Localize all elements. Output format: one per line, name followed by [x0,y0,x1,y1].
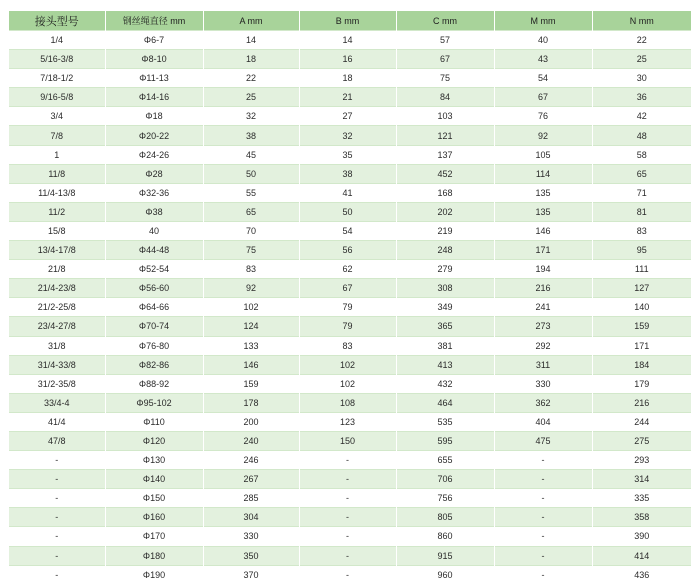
table-row [9,374,691,393]
cell-a: 22 [203,69,299,88]
cell-b: 83 [299,336,396,355]
cell-m: - [494,565,592,584]
cell-m: 105 [494,145,592,164]
cell-wire-diameter: Φ88-92 [105,374,203,393]
cell-c: 67 [396,50,494,69]
table-body [9,31,691,584]
cell-a: 246 [203,451,299,470]
cell-b: 56 [299,241,396,260]
cell-a: 370 [203,565,299,584]
table-row [9,412,691,431]
cell-m: 241 [494,298,592,317]
cell-b: 27 [299,107,396,126]
table-row [9,317,691,336]
table-row [9,489,691,508]
cell-b: 102 [299,355,396,374]
cell-n: 22 [592,31,691,50]
table-row [9,126,691,145]
cell-n: 358 [592,508,691,527]
cell-a: 102 [203,298,299,317]
table-row [9,107,691,126]
cell-n: 216 [592,393,691,412]
cell-m: 135 [494,183,592,202]
cell-a: 146 [203,355,299,374]
cell-a: 83 [203,260,299,279]
cell-c: 137 [396,145,494,164]
cell-c: 279 [396,260,494,279]
cell-m: 475 [494,431,592,450]
cell-c: 84 [396,88,494,107]
cell-wire-diameter: Φ6-7 [105,31,203,50]
cell-m: 92 [494,126,592,145]
cell-wire-diameter: Φ180 [105,546,203,565]
cell-b: 16 [299,50,396,69]
cell-b: 67 [299,279,396,298]
cell-m: 311 [494,355,592,374]
header-a: A mm [203,11,299,31]
cell-n: 48 [592,126,691,145]
cell-b: 32 [299,126,396,145]
cell-n: 293 [592,451,691,470]
cell-m: 114 [494,164,592,183]
cell-a: 25 [203,88,299,107]
table-row [9,393,691,412]
cell-wire-diameter: Φ64-66 [105,298,203,317]
cell-n: 127 [592,279,691,298]
cell-b: 14 [299,31,396,50]
cell-m: 76 [494,107,592,126]
cell-b: - [299,527,396,546]
cell-c: 595 [396,431,494,450]
header-m: M mm [494,11,592,31]
table-row [9,202,691,221]
cell-c: 452 [396,164,494,183]
cell-m: - [494,451,592,470]
cell-wire-diameter: Φ130 [105,451,203,470]
cell-b: 79 [299,317,396,336]
cell-wire-diameter: Φ160 [105,508,203,527]
cell-wire-diameter: Φ18 [105,107,203,126]
cell-m: 362 [494,393,592,412]
cell-c: 121 [396,126,494,145]
cell-m: 330 [494,374,592,393]
cell-connector-model: 7/8 [9,126,105,145]
table-row [9,355,691,374]
cell-n: 179 [592,374,691,393]
cell-wire-diameter: Φ44-48 [105,241,203,260]
cell-n: 81 [592,202,691,221]
cell-connector-model: - [9,489,105,508]
cell-b: 50 [299,202,396,221]
header-row [9,11,691,31]
cell-a: 18 [203,50,299,69]
table-row [9,183,691,202]
cell-wire-diameter: Φ20-22 [105,126,203,145]
cell-connector-model: 21/8 [9,260,105,279]
cell-wire-diameter: Φ82-86 [105,355,203,374]
cell-wire-diameter: Φ140 [105,470,203,489]
cell-a: 124 [203,317,299,336]
cell-b: 123 [299,412,396,431]
cell-c: 381 [396,336,494,355]
cell-a: 75 [203,241,299,260]
cell-c: 308 [396,279,494,298]
cell-n: 414 [592,546,691,565]
cell-a: 285 [203,489,299,508]
cell-n: 83 [592,221,691,240]
cell-n: 36 [592,88,691,107]
table-row [9,31,691,50]
cell-b: - [299,451,396,470]
table-row [9,260,691,279]
header-n: N mm [592,11,691,31]
table-row [9,451,691,470]
cell-wire-diameter: Φ190 [105,565,203,584]
cell-b: 102 [299,374,396,393]
cell-b: 54 [299,221,396,240]
cell-b: 18 [299,69,396,88]
cell-n: 436 [592,565,691,584]
cell-c: 219 [396,221,494,240]
cell-c: 960 [396,565,494,584]
cell-c: 75 [396,69,494,88]
cell-wire-diameter: Φ32-36 [105,183,203,202]
cell-wire-diameter: Φ8-10 [105,50,203,69]
spec-table [9,11,691,584]
header-b: B mm [299,11,396,31]
cell-a: 350 [203,546,299,565]
cell-a: 38 [203,126,299,145]
cell-b: 35 [299,145,396,164]
cell-connector-model: - [9,451,105,470]
cell-connector-model: 31/4-33/8 [9,355,105,374]
cell-wire-diameter: Φ56-60 [105,279,203,298]
cell-m: 43 [494,50,592,69]
cell-b: 38 [299,164,396,183]
cell-c: 432 [396,374,494,393]
cell-m: 40 [494,31,592,50]
cell-connector-model: 3/4 [9,107,105,126]
cell-m: 146 [494,221,592,240]
cell-connector-model: 41/4 [9,412,105,431]
cell-c: 655 [396,451,494,470]
cell-b: 41 [299,183,396,202]
cell-n: 171 [592,336,691,355]
cell-m: - [494,470,592,489]
cell-b: - [299,508,396,527]
table-row [9,431,691,450]
cell-wire-diameter: Φ110 [105,412,203,431]
cell-a: 65 [203,202,299,221]
cell-m: 292 [494,336,592,355]
table-row [9,279,691,298]
cell-connector-model: - [9,565,105,584]
cell-n: 244 [592,412,691,431]
cell-m: 216 [494,279,592,298]
cell-c: 756 [396,489,494,508]
cell-wire-diameter: Φ11-13 [105,69,203,88]
cell-b: - [299,546,396,565]
cell-connector-model: 33/4-4 [9,393,105,412]
cell-a: 50 [203,164,299,183]
cell-wire-diameter: Φ38 [105,202,203,221]
cell-connector-model: 31/2-35/8 [9,374,105,393]
cell-connector-model: - [9,470,105,489]
table-row [9,470,691,489]
cell-n: 111 [592,260,691,279]
cell-c: 915 [396,546,494,565]
cell-c: 168 [396,183,494,202]
cell-n: 71 [592,183,691,202]
cell-connector-model: 15/8 [9,221,105,240]
cell-wire-diameter: Φ24-26 [105,145,203,164]
cell-n: 58 [592,145,691,164]
cell-wire-diameter: 40 [105,221,203,240]
table-row [9,565,691,584]
cell-wire-diameter: Φ170 [105,527,203,546]
cell-m: - [494,527,592,546]
cell-connector-model: - [9,546,105,565]
cell-c: 57 [396,31,494,50]
cell-a: 14 [203,31,299,50]
cell-connector-model: 13/4-17/8 [9,241,105,260]
table-row [9,50,691,69]
cell-n: 65 [592,164,691,183]
cell-m: - [494,508,592,527]
cell-c: 805 [396,508,494,527]
cell-b: 62 [299,260,396,279]
cell-m: 171 [494,241,592,260]
cell-b: 21 [299,88,396,107]
cell-b: - [299,565,396,584]
cell-m: 135 [494,202,592,221]
cell-c: 248 [396,241,494,260]
cell-a: 45 [203,145,299,164]
cell-n: 184 [592,355,691,374]
cell-c: 535 [396,412,494,431]
table-row [9,221,691,240]
cell-wire-diameter: Φ120 [105,431,203,450]
cell-a: 267 [203,470,299,489]
cell-connector-model: 1 [9,145,105,164]
cell-wire-diameter: Φ76-80 [105,336,203,355]
cell-n: 95 [592,241,691,260]
cell-connector-model: 11/2 [9,202,105,221]
cell-wire-diameter: Φ70-74 [105,317,203,336]
cell-wire-diameter: Φ14-16 [105,88,203,107]
cell-a: 304 [203,508,299,527]
cell-b: - [299,470,396,489]
cell-connector-model: - [9,508,105,527]
table-row [9,145,691,164]
cell-a: 55 [203,183,299,202]
table-row [9,298,691,317]
cell-b: 79 [299,298,396,317]
cell-n: 140 [592,298,691,317]
cell-connector-model: 31/8 [9,336,105,355]
table-row [9,164,691,183]
cell-n: 335 [592,489,691,508]
cell-connector-model: 23/4-27/8 [9,317,105,336]
cell-connector-model: 21/4-23/8 [9,279,105,298]
cell-m: 54 [494,69,592,88]
cell-a: 240 [203,431,299,450]
cell-a: 159 [203,374,299,393]
cell-n: 275 [592,431,691,450]
cell-c: 349 [396,298,494,317]
cell-n: 314 [592,470,691,489]
cell-wire-diameter: Φ150 [105,489,203,508]
cell-m: 67 [494,88,592,107]
header-wire-diameter: 钢丝绳直径 mm [105,11,203,31]
table-row [9,336,691,355]
cell-connector-model: 5/16-3/8 [9,50,105,69]
table-row [9,69,691,88]
cell-a: 133 [203,336,299,355]
cell-m: 273 [494,317,592,336]
cell-connector-model: 47/8 [9,431,105,450]
cell-c: 413 [396,355,494,374]
cell-m: - [494,489,592,508]
table-row [9,241,691,260]
cell-n: 390 [592,527,691,546]
table-row [9,546,691,565]
cell-connector-model: 11/8 [9,164,105,183]
cell-c: 202 [396,202,494,221]
cell-b: 150 [299,431,396,450]
cell-connector-model: 21/2-25/8 [9,298,105,317]
header-c: C mm [396,11,494,31]
cell-b: - [299,489,396,508]
cell-n: 30 [592,69,691,88]
cell-a: 32 [203,107,299,126]
cell-n: 159 [592,317,691,336]
cell-wire-diameter: Φ95-102 [105,393,203,412]
cell-n: 42 [592,107,691,126]
cell-c: 706 [396,470,494,489]
cell-c: 860 [396,527,494,546]
cell-m: - [494,546,592,565]
cell-a: 330 [203,527,299,546]
cell-c: 365 [396,317,494,336]
header-connector-model: 接头型号 [9,11,105,31]
cell-m: 404 [494,412,592,431]
cell-a: 70 [203,221,299,240]
cell-wire-diameter: Φ28 [105,164,203,183]
cell-connector-model: 11/4-13/8 [9,183,105,202]
cell-connector-model: 7/18-1/2 [9,69,105,88]
cell-m: 194 [494,260,592,279]
cell-n: 25 [592,50,691,69]
cell-connector-model: - [9,527,105,546]
cell-c: 103 [396,107,494,126]
cell-a: 92 [203,279,299,298]
cell-c: 464 [396,393,494,412]
table-row [9,508,691,527]
cell-connector-model: 1/4 [9,31,105,50]
cell-a: 178 [203,393,299,412]
cell-connector-model: 9/16-5/8 [9,88,105,107]
cell-a: 200 [203,412,299,431]
cell-b: 108 [299,393,396,412]
table-row [9,527,691,546]
table-row [9,88,691,107]
cell-wire-diameter: Φ52-54 [105,260,203,279]
